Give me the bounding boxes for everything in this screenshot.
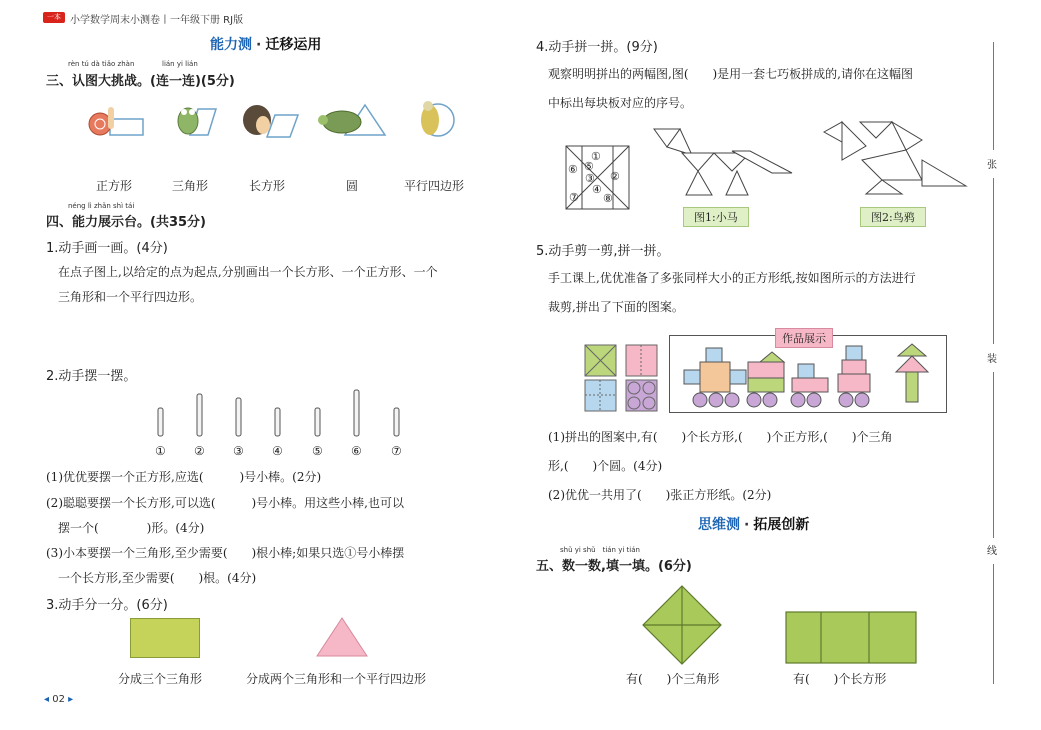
binding-char: 张 [987,160,997,171]
snail-icon [89,107,143,135]
s5-caption-2: 有( )个长方形 [793,672,887,686]
q5-text: 裁剪,拼出了下面的图案。 [548,300,684,314]
exhibit-title: 作品展示 [775,328,833,348]
tangram-num: ③ [585,172,595,185]
header-title: 小学数学周末小测卷丨一年级下册 RJ版 [70,15,244,26]
binding-line [993,178,994,344]
q2-line: (2)聪聪要摆一个长方形,可以选( )号小棒。用这些小棒,也可以 [46,496,404,510]
q5-answer-line: (2)优优一共用了( )张正方形纸。(2分) [548,488,772,502]
frog-icon [178,108,216,135]
shape-label: 三角形 [172,179,209,193]
tangram-num: ⑧ [603,192,613,205]
tangram-num: ⑤ [584,160,594,173]
q3-caption-1: 分成三个三角形 [118,672,203,686]
left-banner: 能力测 · 迁移运用 [210,37,322,53]
shape-label: 平行四边形 [404,179,465,193]
binding-line [993,372,994,538]
tangram-num: ① [591,150,601,163]
stick-number: ④ [272,444,283,458]
tangram-num: ⑦ [569,191,579,204]
pinyin: lián yi lián [162,60,198,68]
shape-label: 正方形 [96,179,133,193]
q1-text: 三角形和一个平行四边形。 [58,290,203,304]
section-4-title: 四、能力展示台。(共35分) [46,215,206,230]
pinyin: shǔ yi shǔ tián yi tián [560,546,640,554]
sticks-figure [145,388,415,440]
binding-line [993,42,994,150]
tangram-num: ⑥ [568,163,578,176]
exhibit-figure [680,342,940,410]
tangram-bird [822,120,970,196]
q2-line: 摆一个( )形。(4分) [58,521,205,535]
section-5-title: 五、数一数,填一填。(6分) [536,559,692,574]
stick-number: ⑦ [391,444,402,458]
shape-label: 圆 [346,179,359,193]
q5-answer-line: (1)拼出的图案中,有( )个长方形,( )个正方形,( )个三角 [548,430,893,444]
q4-text: 观察明明拼出的两幅图,图( )是用一套七巧板拼成的,请你在这幅图 [548,67,913,81]
binding-char: 装 [987,354,997,365]
q3-title: 3.动手分一分。(6分) [46,598,168,613]
q2-title: 2.动手摆一摆。 [46,369,137,384]
animal-shapes-figure [80,95,480,145]
q1-title: 1.动手画一画。(4分) [46,241,168,256]
green-rectangle [130,618,200,658]
stick-number: ① [155,444,166,458]
s5-caption-1: 有( )个三角形 [626,672,720,686]
stick-number: ⑤ [312,444,323,458]
q4-title: 4.动手拼一拼。(9分) [536,40,658,55]
q3-caption-2: 分成两个三角形和一个平行四边形 [246,672,427,686]
page-number: ◂ 02 ▸ [44,694,74,705]
pinyin: rèn tú dà tiǎo zhàn [68,60,135,68]
binding-char: 线 [987,546,997,557]
q2-line: 一个长方形,至少需要( )根。(4分) [58,571,257,585]
stick-number: ⑥ [351,444,362,458]
q5-title: 5.动手剪一剪,拼一拼。 [536,244,670,259]
pink-triangle [315,616,369,658]
shape-label: 长方形 [249,179,286,193]
logo-badge: 一本 [43,12,65,23]
section-3-title: 三、认图大挑战。(连一连)(5分) [46,74,235,89]
fig1-caption: 图1:小马 [683,207,749,227]
tangram-num: ② [610,170,620,183]
tangram-horse [652,125,800,200]
fig2-caption: 图2:鸟鸦 [860,207,926,227]
binding-line [993,564,994,684]
turtle-icon [318,105,385,135]
tangram-num: ④ [592,183,602,196]
cut-squares [584,344,660,412]
q5-text: 手工课上,优优准备了多张同样大小的正方形纸,按如图所示的方法进行 [548,271,916,285]
hedgehog-icon [243,105,298,137]
stick-number: ② [194,444,205,458]
parrot-icon [421,101,454,136]
q4-text: 中标出每块板对应的序号。 [548,96,693,110]
diamond-triangles [641,584,723,666]
q2-line: (3)小本要摆一个三角形,至少需要( )根小棒;如果只选①号小棒摆 [46,546,405,560]
q1-text: 在点子图上,以给定的点为起点,分别画出一个长方形、一个正方形、一个 [58,265,438,279]
pinyin: néng lì zhǎn shì tái [68,202,135,210]
q5-answer-line: 形,( )个圆。(4分) [548,459,663,473]
q2-line: (1)优优要摆一个正方形,应选( )号小棒。(2分) [46,470,322,484]
right-banner: 思维测 · 拓展创新 [698,517,810,533]
rectangle-split [785,611,918,664]
stick-number: ③ [233,444,244,458]
